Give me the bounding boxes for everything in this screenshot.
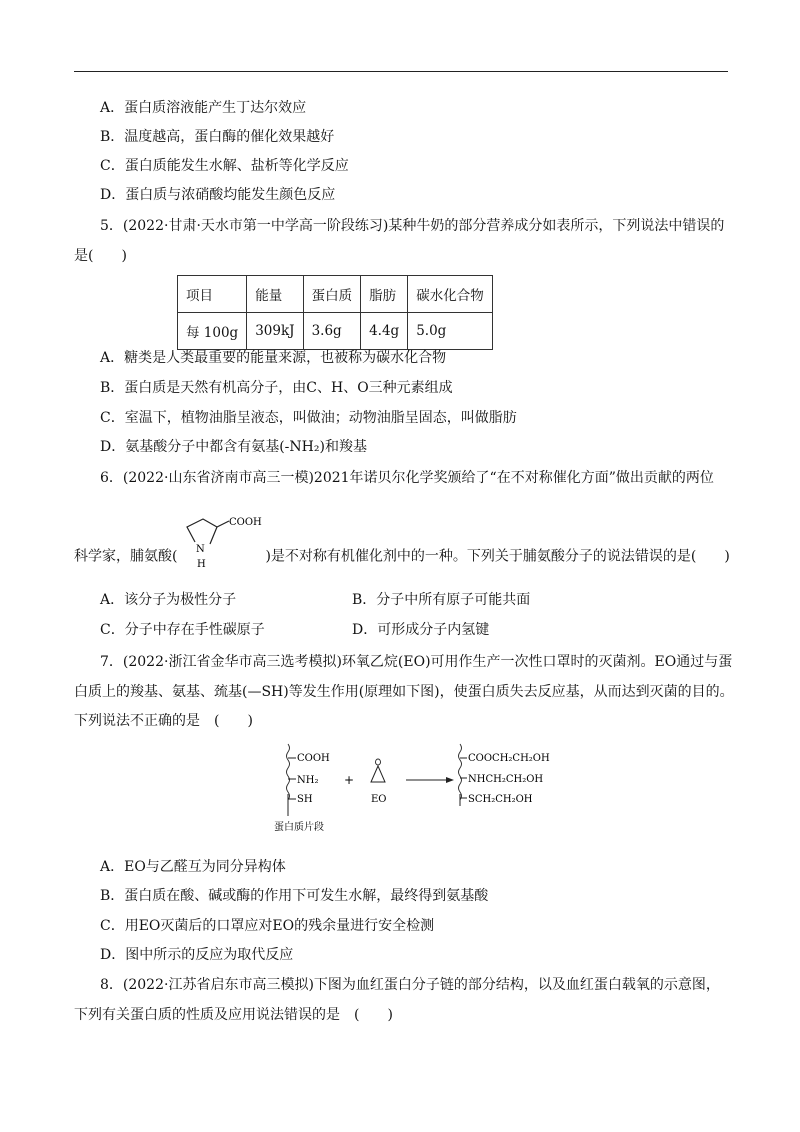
table-header-cell: 碳水化合物 xyxy=(408,276,493,313)
table-row xyxy=(178,313,493,350)
table-cell: 3.6g xyxy=(303,313,361,350)
q4-option-d: D．蛋白质与浓硝酸均能发生颜色反应 xyxy=(100,187,336,203)
plus-sign: + xyxy=(344,773,355,787)
right-group-ester: COOCH₂CH₂OH xyxy=(468,753,550,764)
table-cell: 309kJ xyxy=(247,313,303,350)
q7-option-b: B．蛋白质在酸、碱或酶的作用下可发生水解，最终得到氨基酸 xyxy=(100,888,489,904)
q6-stem-line2 xyxy=(74,514,730,576)
right-group-thioether: SCH₂CH₂OH xyxy=(468,794,533,805)
q5-stem-line2: 是( ) xyxy=(74,248,127,264)
q5-option-c: C．室温下，植物油脂呈液态，叫做油；动物油脂呈固态，叫做脂肪 xyxy=(100,410,517,426)
q7-stem-line2: 白质上的羧基、氨基、巯基(—SH)等发生作用(原理如下图)，使蛋白质失去反应基，从而达到灭菌的目的。 xyxy=(74,684,734,700)
reaction-arrow-head xyxy=(446,777,454,783)
table-header-cell: 脂肪 xyxy=(361,276,408,313)
table-header-row xyxy=(178,276,493,313)
q7-stem-line1: 7．(2022·浙江省金华市高三选考模拟)环氧乙烷(EO)可用作生产一次性口罩时的灭菌剂。EO通过与蛋 xyxy=(100,654,733,670)
q5-option-b: B．蛋白质是天然有机高分子，由C、H、O三种元素组成 xyxy=(100,380,453,396)
table-header-cell: 项目 xyxy=(178,276,247,313)
hydrogen-label: H xyxy=(197,559,207,570)
q6-stem-line1: 6．(2022·山东省济南市高三一模)2021年诺贝尔化学奖颁给了“在不对称催化方面”做出贡献的两位 xyxy=(100,470,714,486)
right-group-amine: NHCH₂CH₂OH xyxy=(468,774,544,785)
q4-option-a: A．蛋白质溶液能产生丁达尔效应 xyxy=(100,100,307,116)
q6-option-c: C．分子中存在手性碳原子 xyxy=(100,622,265,638)
q6-stem-line2-post: )是不对称有机催化剂中的一种。下列关于脯氨酸分子的说法错误的是( ) xyxy=(265,548,730,565)
q5-stem-line1: 5．(2022·甘肃·天水市第一中学高一阶段练习)某种牛奶的部分营养成分如表所示，下列说法中错误的 xyxy=(100,218,725,234)
q5-option-a: A．糖类是人类最重要的能量来源，也被称为碳水化合物 xyxy=(100,350,447,366)
right-backbone-wavy xyxy=(459,744,462,800)
proline-svg xyxy=(177,514,265,572)
protein-fragment-caption: 蛋白质片段 xyxy=(274,822,324,833)
left-group-cooh: COOH xyxy=(297,753,330,764)
q6-option-d: D．可形成分子内氢键 xyxy=(352,622,490,638)
left-backbone-wavy xyxy=(287,744,290,800)
q7-stem-line3: 下列说法不正确的是 ( ) xyxy=(74,713,253,729)
eo-reaction-diagram xyxy=(268,738,558,838)
left-group-nh2: NH₂ xyxy=(297,775,319,786)
cooh-label: COOH xyxy=(229,517,263,528)
cooh-bond xyxy=(217,521,229,527)
q6-option-b: B．分子中所有原子可能共面 xyxy=(352,592,531,608)
q5-option-d: D．氨基酸分子中都含有氨基(-NH₂)和羧基 xyxy=(100,439,367,455)
table-header-cell: 蛋白质 xyxy=(303,276,361,313)
left-group-sh: SH xyxy=(297,794,313,805)
q6-stem-line2-pre: 科学家，脯氨酸( xyxy=(74,548,178,565)
q4-option-c: C．蛋白质能发生水解、盐析等化学反应 xyxy=(100,158,349,174)
nitrogen-label: N xyxy=(196,544,206,555)
q7-option-a: A．EO与乙醛互为同分异构体 xyxy=(100,859,286,875)
q8-stem-line2: 下列有关蛋白质的性质及应用说法错误的是 ( ) xyxy=(74,1007,393,1023)
eo-label: EO xyxy=(371,794,387,805)
epoxide-triangle xyxy=(371,766,385,782)
q6-option-a: A．该分子为极性分子 xyxy=(100,592,237,608)
nutrition-table xyxy=(177,275,493,350)
eo-reaction-svg xyxy=(268,738,558,838)
q7-option-d: D．图中所示的反应为取代反应 xyxy=(100,947,294,963)
epoxide-oxygen xyxy=(376,759,381,765)
proline-structure xyxy=(177,514,265,599)
q7-option-c: C．用EO灭菌后的口罩应对EO的残余量进行安全检测 xyxy=(100,918,435,934)
table-header-cell: 能量 xyxy=(247,276,303,313)
pyrrolidine-ring xyxy=(187,519,217,544)
q4-option-b: B．温度越高，蛋白酶的催化效果越好 xyxy=(100,129,335,145)
q8-stem-line1: 8．(2022·江苏省启东市高三模拟)下图为血红蛋白分子链的部分结构，以及血红蛋白载氧的示意图， xyxy=(100,977,720,993)
table-cell: 5.0g xyxy=(408,313,493,350)
table-cell: 每 100g xyxy=(178,313,247,350)
header-rule xyxy=(74,71,728,72)
table-cell: 4.4g xyxy=(361,313,408,350)
